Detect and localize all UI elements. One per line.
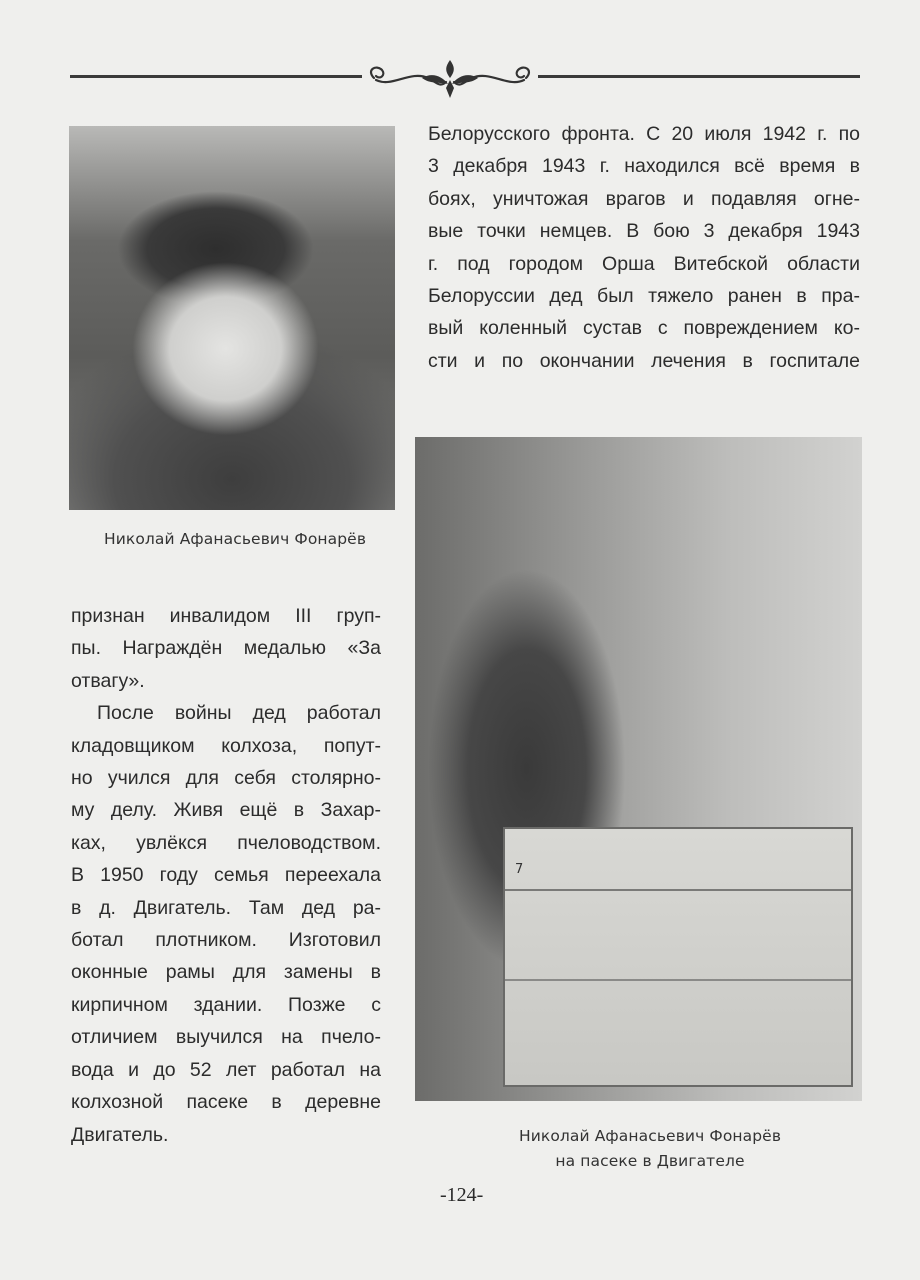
- text-line: кирпичном здании. Позже с: [71, 993, 381, 1016]
- text-line: Белоруссии дед был тяжело ранен в пра-: [428, 285, 860, 308]
- text-line: колхозной пасеке в деревне: [71, 1091, 381, 1114]
- apiary-caption-line2: на пасеке в Двигателе: [555, 1152, 745, 1170]
- text-line: признан инвалидом III груп-: [71, 605, 381, 627]
- text-line: боях, уничтожая врагов и подавляя огне-: [428, 187, 860, 210]
- text-line: оконные рамы для замены в: [71, 961, 381, 984]
- header-ornament: [70, 58, 860, 98]
- portrait-photo: [69, 126, 395, 510]
- text-line: ках, увлёкся пчеловодством.: [71, 831, 381, 854]
- text-line: Двигатель.: [71, 1123, 169, 1146]
- apiary-caption: [420, 1124, 880, 1174]
- paragraph: [71, 697, 381, 1151]
- text-line: г. под городом Орша Витебской области: [428, 252, 860, 275]
- beehive: [503, 827, 853, 1087]
- text-line: но учился для себя столярно-: [71, 767, 381, 790]
- text-line: После войны дед работал: [97, 702, 381, 725]
- text-line: вые точки немцев. В бою 3 декабря 1943: [428, 220, 860, 243]
- text-line: сти и по окончании лечения в госпитале: [428, 349, 860, 372]
- left-column-text: [71, 600, 381, 1151]
- portrait-caption: Николай Афанасьевич Фонарёв: [103, 530, 367, 548]
- text-line: ботал плотником. Изготовил: [71, 929, 381, 952]
- hive-number: 7: [515, 862, 524, 877]
- ornament-rule-left: [70, 75, 362, 78]
- text-line: 3 декабря 1943 г. находился всё время в: [428, 155, 860, 178]
- flourish-divider-icon: [362, 58, 538, 98]
- apiary-caption-line1: Николай Афанасьевич Фонарёв: [518, 1127, 782, 1145]
- page-number: -124-: [440, 1184, 484, 1206]
- text-line: Белорусского фронта. С 20 июля 1942 г. по: [428, 123, 860, 145]
- apiary-photo: [415, 437, 862, 1101]
- text-line: В 1950 году семья переехала: [71, 864, 381, 887]
- text-line: отвагу».: [71, 669, 145, 692]
- text-line: му делу. Живя ещё в Захар-: [71, 799, 381, 822]
- right-column-text: [428, 118, 860, 377]
- text-line: вый коленный сустав с повреждением ко-: [428, 317, 860, 340]
- text-line: кладовщиком колхоза, попут-: [71, 734, 381, 757]
- ornament-rule-right: [538, 75, 860, 78]
- text-line: пы. Награждён медалью «За: [71, 637, 381, 660]
- paragraph: [71, 600, 381, 697]
- text-line: в д. Двигатель. Там дед ра-: [71, 896, 381, 919]
- text-line: вода и до 52 лет работал на: [71, 1058, 381, 1081]
- text-line: отличием выучился на пчело-: [71, 1026, 381, 1049]
